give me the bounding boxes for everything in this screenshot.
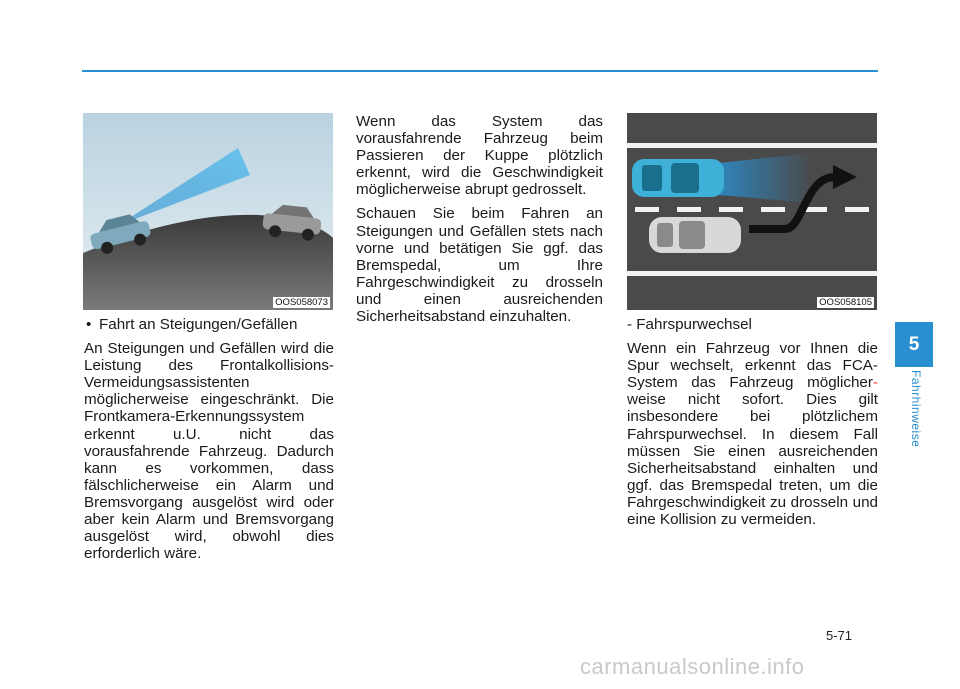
column-left (84, 316, 334, 569)
top-rule (82, 70, 878, 72)
car-ahead-icon (649, 217, 741, 253)
paragraph-text: Wenn ein Fahrzeug vor Ihnen die Spur wechselt, erkennt das FCA-System das Fahrzeug möglicher (627, 340, 878, 392)
lane-change-illustration (627, 113, 877, 310)
body-paragraph: An Steigungen und Gefällen wird die Leistung des Frontalkollisions-Vermeidungsassistenten möglicherweise eingeschränkt. Die Frontkamera-Erkennungssystem erkennt u.U. nicht das vorausfahrende Fahrzeug. Dadurch kann es vorkommen, dass fälschlicherweise ein Alarm und Bremsvorgang ausgelöst wird oder aber kein Alarm und Bremsvorgang ausgelöst wird, obwohl dies erforderlich wäre. (84, 340, 334, 563)
paragraph-text: weise nicht sofort. Dies gilt insbesondere bei plötzlichem Fahrspurwechsel. In diesem Fall müssen Sie einen ausreichenden Sicherheitsabstand einhalten und ggf. das Bremspedal treten, um die Fahrgeschwindigkeit zu drosseln und eine Kollision zu vermeiden. (627, 391, 878, 529)
slope-illustration (83, 113, 333, 310)
watermark: carmanualsonline.info (580, 654, 805, 679)
bullet-icon: • (86, 316, 92, 333)
slope-figure (83, 113, 333, 310)
section-heading: - Fahrspurwechsel (627, 316, 752, 333)
figure-code: OOS058105 (819, 297, 872, 308)
column-middle (356, 113, 603, 332)
column-right (627, 316, 878, 535)
lane-change-figure (627, 113, 877, 310)
hyphen-mark: - (872, 374, 878, 392)
body-paragraph: Schauen Sie beim Fahren an Steigungen und Gefällen stets nach vorne und betätigen Sie ggf. das Bremspedal, um Ihre Fahrgeschwindigkeit zu drosseln und einen ausreichenden Sicherheitsabstand einzuhalten. (356, 205, 603, 326)
page-number: 5-71 (826, 628, 853, 643)
body-paragraph (627, 340, 878, 528)
body-paragraph: Wenn das System das vorausfahrende Fahrzeug beim Passieren der Kuppe plötzlich erkennt, wird die Geschwindigkeit möglicherweise abrupt gedrosselt. (356, 113, 603, 199)
figure-code: OOS058073 (275, 297, 328, 308)
heading-text: Fahrt an Steigungen/Gefällen (99, 316, 298, 333)
own-car-icon (632, 159, 724, 197)
section-heading (84, 316, 334, 333)
chapter-number-tab: 5 (895, 322, 933, 367)
chapter-label: Fahrhinweise (909, 370, 923, 448)
